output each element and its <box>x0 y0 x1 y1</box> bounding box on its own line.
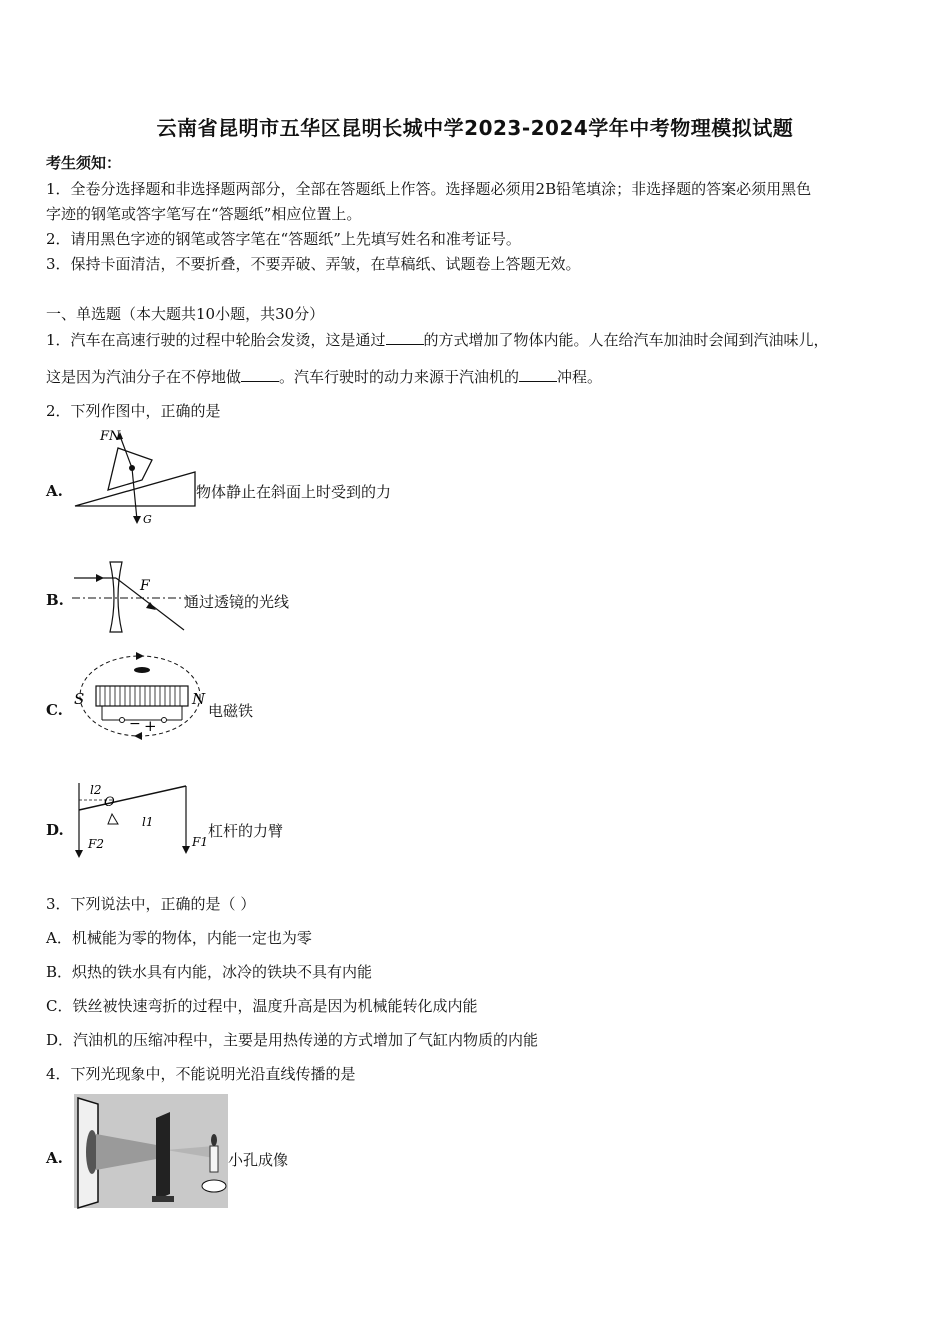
arrow-head <box>134 732 142 740</box>
question-3-option: A．机械能为零的物体，内能一定也为零 <box>46 929 312 947</box>
concave-lens <box>110 562 122 632</box>
answer-blank <box>519 367 557 382</box>
option-caption: 杠杆的力臂 <box>208 822 284 840</box>
arrow-head <box>133 516 141 524</box>
question-3-option: C．铁丝被快速弯折的过程中，温度升高是因为机械能转化成内能 <box>46 997 478 1015</box>
minus-label: − <box>129 716 141 732</box>
option-label: B. <box>46 591 64 609</box>
arrow-head <box>136 652 144 660</box>
pinhole-camera-illustration <box>74 1094 228 1208</box>
s-pole-label: S <box>74 690 85 708</box>
notice-item: 3．保持卡面清洁，不要折叠，不要弄破、弄皱，在草稿纸、试题卷上答题无效。 <box>46 255 581 273</box>
focus-label: F <box>140 578 150 594</box>
question-3-stem: 3．下列说法中，正确的是（ ） <box>46 895 256 913</box>
q1-text: 的方式增加了物体内能。人在给汽车加油时会闻到汽油味儿， <box>423 331 829 349</box>
option-label: D. <box>46 821 64 839</box>
fulcrum <box>108 814 118 824</box>
lever-diagram <box>74 778 214 860</box>
fn-label: FN <box>100 429 121 444</box>
question-3-option: D．汽油机的压缩冲程中，主要是用热传递的方式增加了气缸内物质的内能 <box>46 1031 539 1049</box>
l2-label: l2 <box>90 783 102 797</box>
option-caption: 小孔成像 <box>228 1151 289 1169</box>
question-2-stem: 2．下列作图中，正确的是 <box>46 402 221 420</box>
option-label: A. <box>46 1149 63 1167</box>
option-label: A. <box>46 482 63 500</box>
arrow-head <box>182 846 190 854</box>
f2-label: F2 <box>88 837 104 851</box>
question-1-line2 <box>46 366 602 387</box>
terminal <box>162 718 167 723</box>
electromagnet-diagram <box>74 650 209 742</box>
plus-label: + <box>144 717 157 735</box>
lens-ray-diagram <box>72 560 192 635</box>
n-pole-label: N <box>192 690 206 708</box>
section-heading: 一、单选题（本大题共10小题，共30分） <box>46 305 325 323</box>
q1-text: 1．汽车在高速行驶的过程中轮胎会发烫，这是通过 <box>46 331 386 349</box>
f1-label: F1 <box>192 835 208 849</box>
question-4-stem: 4．下列光现象中，不能说明光沿直线传播的是 <box>46 1065 356 1083</box>
arrow-head <box>96 574 104 582</box>
question-3-option: B．炽热的铁水具有内能，冰冷的铁块不具有内能 <box>46 963 373 981</box>
answer-blank <box>241 367 279 382</box>
arrow-head <box>75 850 83 858</box>
incline-force-diagram <box>70 428 200 528</box>
question-1-line1 <box>46 329 829 350</box>
notice-item: 1．全卷分选择题和非选择题两部分，全部在答题纸上作答。选择题必须用2B铅笔填涂；非选择题的答案必须用黑色 <box>46 180 812 198</box>
q1-text: 这是因为汽油分子在不停地做 <box>46 368 242 386</box>
option-caption: 通过透镜的光线 <box>184 593 290 611</box>
candle-flame <box>211 1134 217 1146</box>
q1-text: 。汽车行驶时的动力来源于汽油机的 <box>279 368 520 386</box>
compass-needle <box>134 667 150 673</box>
arrow-head <box>146 602 156 610</box>
option-label: C. <box>46 701 63 719</box>
candle-base <box>202 1180 226 1192</box>
q1-text: 冲程。 <box>557 368 603 386</box>
candle <box>210 1146 218 1172</box>
notice-item: 2．请用黑色字迹的钢笔或答字笔在“答题纸”上先填写姓名和准考证号。 <box>46 230 521 248</box>
board-stand <box>152 1196 174 1202</box>
option-caption: 物体静止在斜面上时受到的力 <box>196 483 392 501</box>
gravity-arrow <box>132 468 137 520</box>
l1-label: l1 <box>142 815 154 829</box>
answer-blank <box>386 330 424 345</box>
notice-item: 字迹的钢笔或答字笔写在“答题纸”相应位置上。 <box>46 205 362 223</box>
option-caption: 电磁铁 <box>208 702 254 720</box>
g-label: G <box>143 513 152 526</box>
terminal <box>120 718 125 723</box>
page-title: 云南省昆明市五华区昆明长城中学2023-2024学年中考物理模拟试题 <box>156 116 794 140</box>
pinhole-board <box>156 1112 170 1200</box>
fulcrum-label: O <box>104 795 115 810</box>
notice-heading: 考生须知： <box>46 154 122 172</box>
